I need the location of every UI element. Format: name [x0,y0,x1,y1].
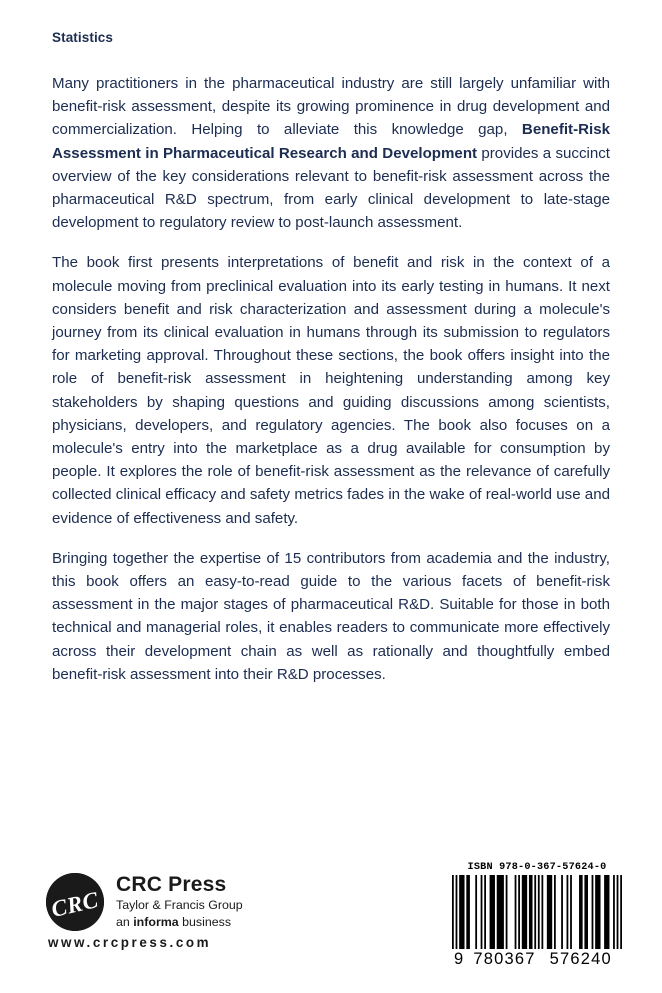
isbn-label: ISBN 978-0-367-57624-0 [467,862,607,873]
publisher-website[interactable]: www.crcpress.com [48,935,212,950]
blurb-p1-tail: provides a succinct overview of the key considerations relevant to benefit-risk assessment across the pharmaceutical R&D spectrum, from early clinical development to late-stage development to regulatory review to post-launch assessment. [52,144,610,232]
subject-heading: Statistics [52,30,114,45]
publisher-logo [46,870,243,931]
ean-left-group: 780367 [473,950,536,968]
publisher-name: CRC Press [116,873,227,896]
publisher-logo-text [116,870,243,930]
informa-brand: informa [133,915,179,929]
isbn-barcode-upper-bars [452,875,622,897]
ean13-barcode-bars [452,897,622,949]
blurb-paragraph-2: The book first presents interpretations of benefit and risk in the context of a molecule moving from preclinical evaluation into its early testing in humans. It next considers benefit and risk characterization and assessment during a molecule's journey from its clinical evaluation in humans through its submission to regulators for marketing approval. Throughout these sections, the book offers insight into the role of benefit-risk assessment in heightening understanding among key stakeholders by shaping questions and guiding discussions among scientists, physicians, developers, and regulatory agencies. The book also focuses on a molecule's entry into the marketplace as a drug available for consumption by people. It explores the role of benefit-risk assessment as the relevance of carefully collected clinical efficacy and safety metrics fades in the wake of real-world use and evidence of effectiveness and safety. [52,254,610,527]
publisher-business-line [116,914,243,930]
blurb-text [52,72,610,686]
business-prefix: an [116,915,134,929]
isbn-barcode [452,862,622,969]
crc-roundel-icon [46,873,104,931]
ean13-digits [452,950,622,969]
blurb-p1-lead: Many practitioners in the pharmaceutical industry are still largely unfamiliar with benefit-risk assessment, despite its growing prominence in drug development and commercialization. Helping to alleviate this knowledge gap, [52,75,610,139]
blurb-paragraph-1 [52,72,610,234]
blurb-paragraph-3: Bringing together the expertise of 15 contributors from academia and the industry, this book offers an easy-to-read guide to the various facets of benefit-risk assessment in the major stages of pharmaceutical R&D. Suitable for those in both technical and managerial roles, it enables readers to communicate more effectively across their development chain as well as rationally and thoughtfully embed benefit-risk assessment into their R&D processes. [52,549,610,683]
ean-right-group: 576240 [549,950,612,968]
publisher-group: Taylor & Francis Group [116,898,243,912]
business-suffix: business [178,915,232,929]
ean-lead-digit: 9 [454,950,465,968]
book-title: Benefit-Risk Assessment in Pharmaceutical Research and Development [52,121,610,162]
svg-text:CRC: CRC [48,886,101,923]
